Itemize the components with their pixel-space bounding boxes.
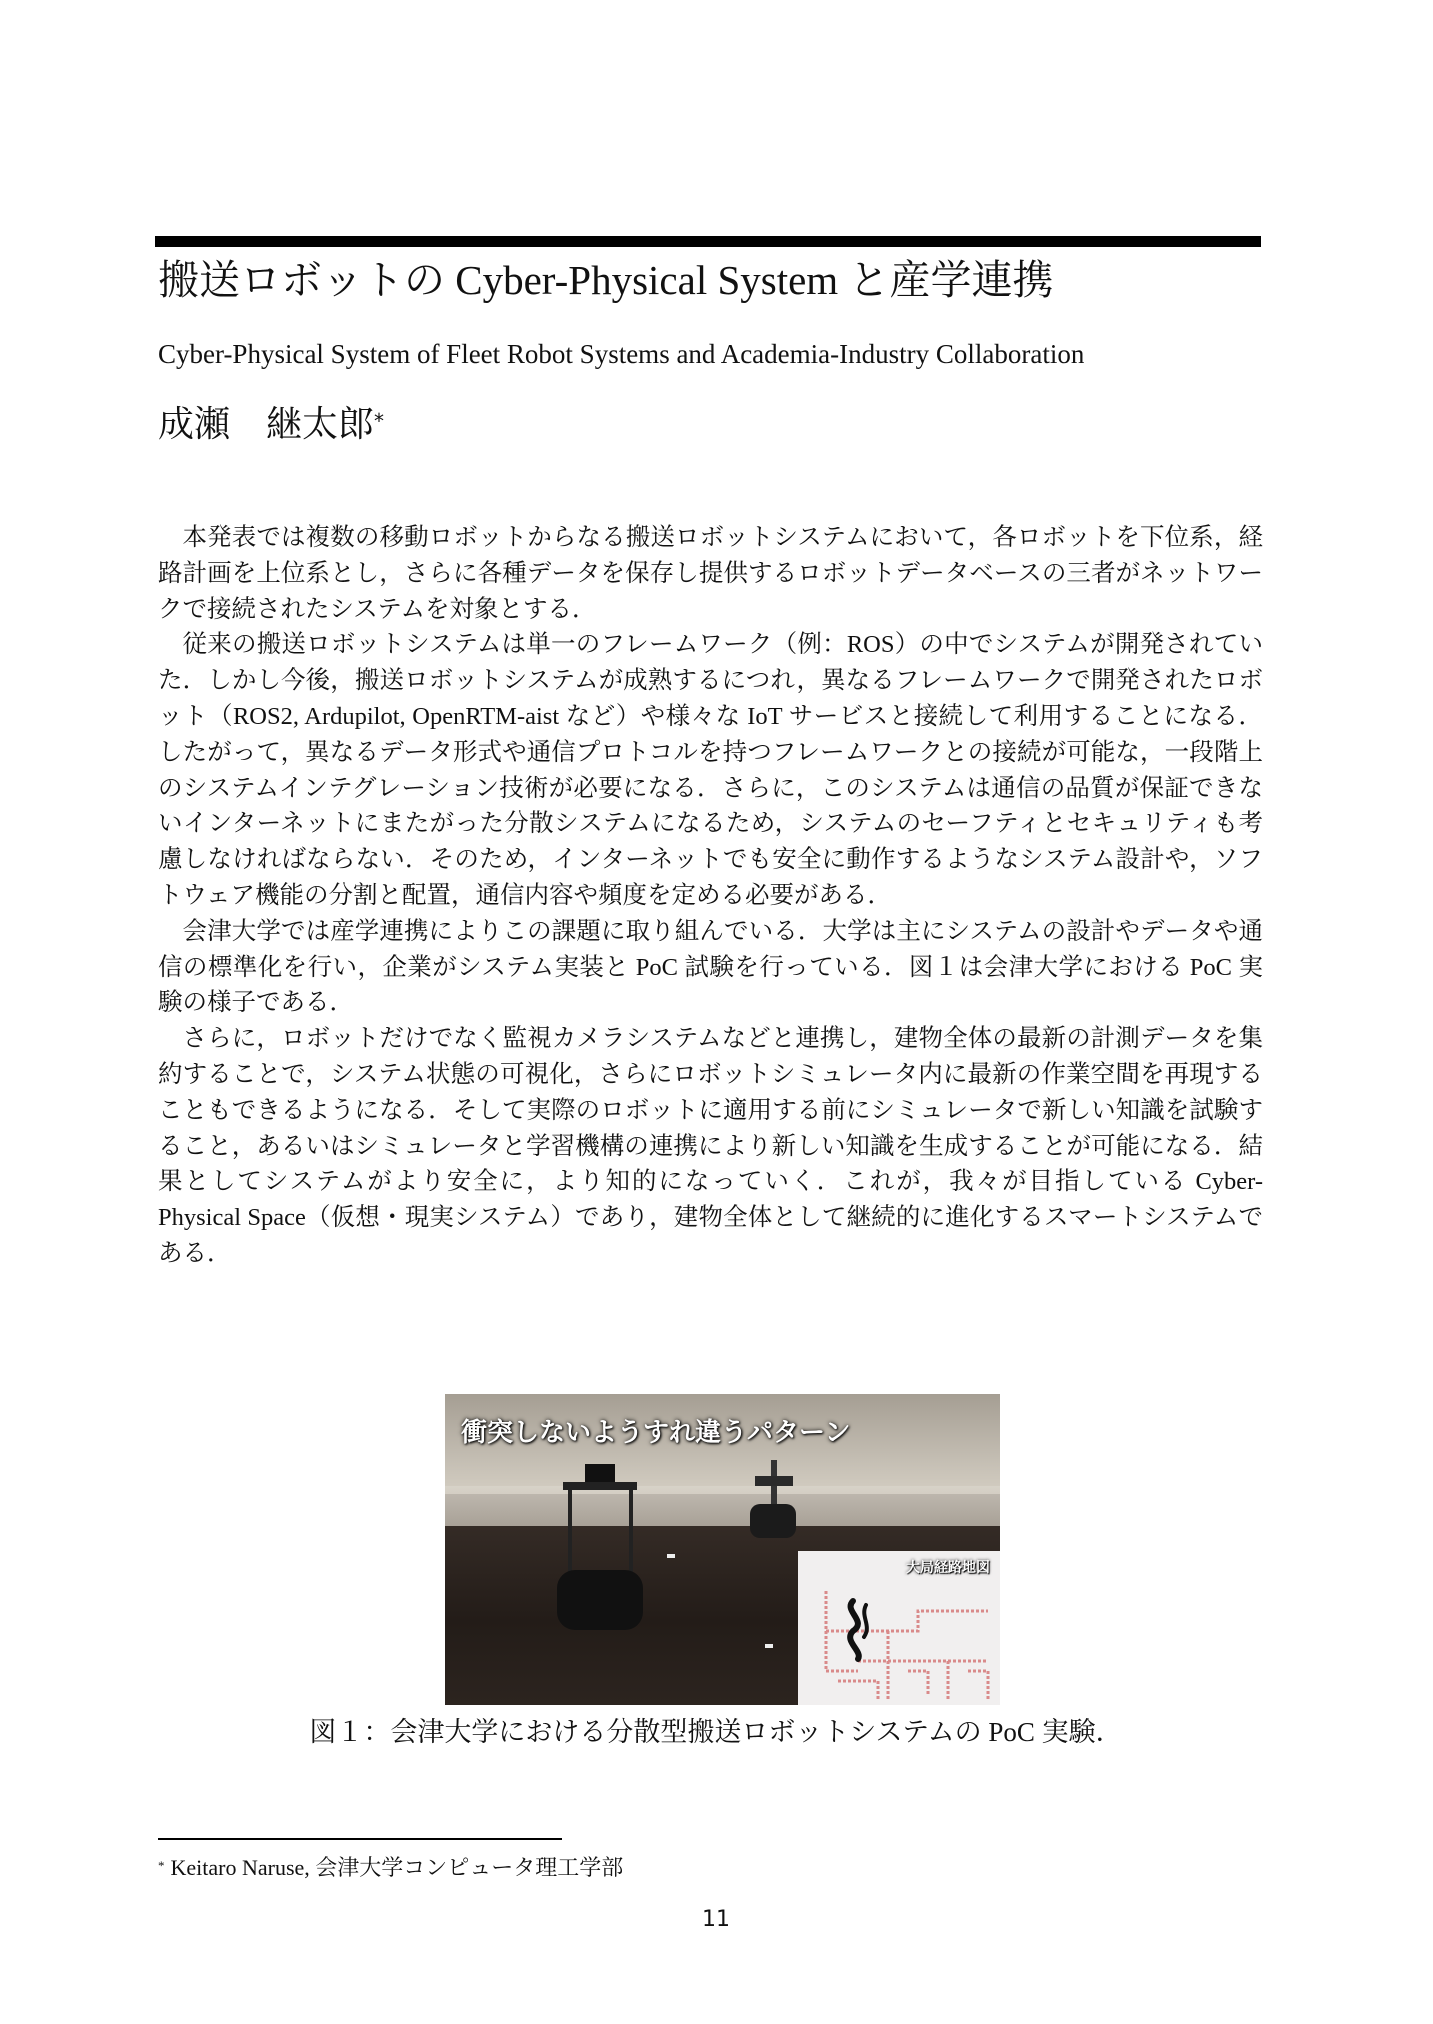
footnote-rule <box>158 1838 562 1840</box>
robot-a-top-plate <box>563 1482 637 1490</box>
page-number: 11 <box>702 1907 730 1932</box>
paragraph-2: 従来の搬送ロボットシステムは単一のフレームワーク（例：ROS）の中でシステムが開発されていた．しかし今後，搬送ロボットシステムが成熟するにつれ，異なるフレームワークで開発されたロボット（ROS2, Ardupilot, OpenRTM-aist など）や様々な IoT サービスと接続して利用することになる．したがって，異なるデータ形式や通信プロトコルを持つフレームワークとの接続が可能な，一段階上のシステムインテグレーション技術が必要になる．さらに，このシステムは通信の品質が保証できないインターネットにまたがった分散システムになるため，システムのセーフティとセキュリティも考慮しなければならない．そのため，インターネットでも安全に動作するようなシステム設計や，ソフトウェア機能の分割と配置，通信内容や頻度を定める必要がある． <box>158 631 1263 909</box>
robot-b-top <box>755 1476 793 1486</box>
paragraph-3: 会津大学では産学連携によりこの課題に取り組んでいる．大学は主にシステムの設計やデータや通信の標準化を行い，企業がシステム実装と PoC 試験を行っている．図１は会津大学における PoC 実験の様子である． <box>158 917 1263 1017</box>
title-rule <box>155 236 1261 247</box>
route-map-label: 大局経路地図 <box>906 1560 990 1576</box>
robot-a-sensor <box>585 1464 615 1484</box>
robot-a-body <box>557 1570 643 1630</box>
author-footnote-mark: * <box>374 409 385 433</box>
footnote-mark: * <box>158 1858 165 1873</box>
floor-marker <box>667 1554 675 1558</box>
robot-b-body <box>750 1504 796 1538</box>
floor-marker <box>765 1644 773 1648</box>
figure-1-photo <box>445 1394 1000 1705</box>
author-name-text: 成瀬 継太郎 <box>158 404 375 445</box>
footnote-text: Keitaro Naruse, 会津大学コンピュータ理工学部 <box>170 1855 624 1880</box>
paragraph-1: 本発表では複数の移動ロボットからなる搬送ロボットシステムにおいて，各ロボットを下位系，経路計画を上位系とし，さらに各種データを保存し提供するロボットデータベースの三者がネットワークで接続されたシステムを対象とする． <box>158 524 1263 623</box>
abstract-body <box>158 520 1263 1272</box>
paragraph-4: さらに，ロボットだけでなく監視カメラシステムなどと連携し，建物全体の最新の計測データを集約することで，システム状態の可視化，さらにロボットシミュレータ内に最新の作業空間を再現することもできるようになる．そして実際のロボットに適用する前にシミュレータで新しい知識を試験すること，あるいはシミュレータと学習機構の連携により新しい知識を生成することが可能になる．結果としてシステムがより安全に，より知的になっていく．これが，我々が目指している Cyber-Physical Space（仮想・現実システム）であり，建物全体として継続的に進化するスマートシステムである． <box>158 1025 1263 1267</box>
route-map-inset <box>798 1551 1000 1705</box>
paper-title: 搬送ロボットの Cyber-Physical System と産学連携 <box>158 257 1054 303</box>
footnote <box>158 1852 623 1884</box>
figure-caption: 図１：会津大学における分散型搬送ロボットシステムの PoC 実験． <box>309 1717 1123 1747</box>
robot-a-pole-left <box>568 1486 572 1576</box>
photo-overlay-text: 衝突しないようすれ違うパターン <box>461 1418 851 1448</box>
photo-floor-reflection <box>445 1486 1000 1526</box>
author-name <box>158 400 384 450</box>
paper-subtitle: Cyber-Physical System of Fleet Robot Systems and Academia-Industry Collaboration <box>158 339 1085 369</box>
robot-a-pole-right <box>629 1486 633 1576</box>
